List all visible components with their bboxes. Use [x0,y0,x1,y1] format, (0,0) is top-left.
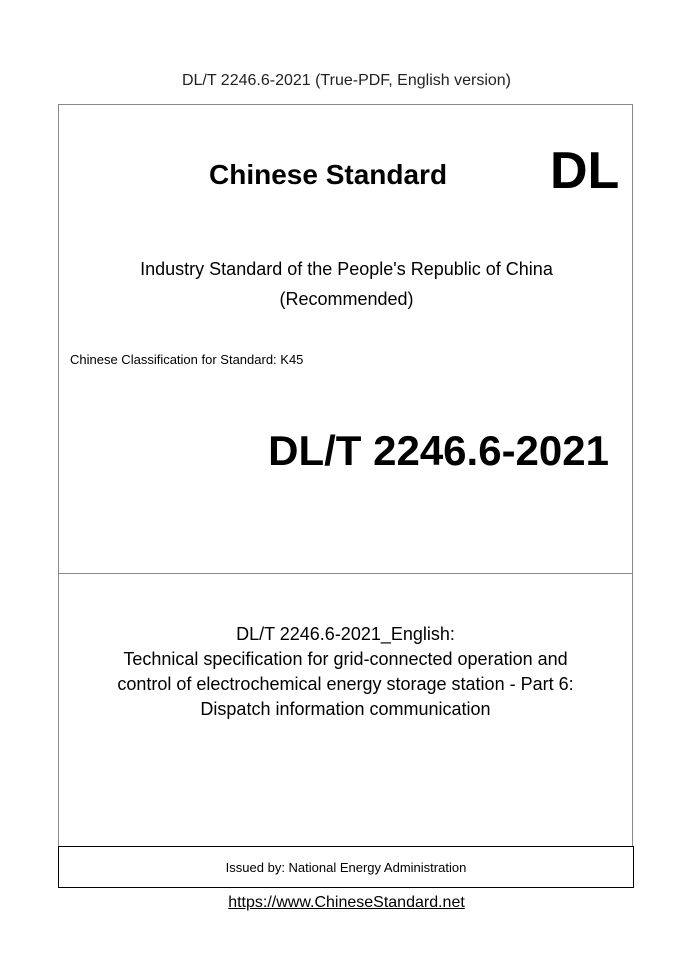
description-line: DL/T 2246.6-2021_English: [236,624,455,644]
standard-number: DL/T 2246.6-2021 [268,427,609,474]
description-line: control of electrochemical energy storage station - Part 6: [117,674,574,694]
website-link[interactable]: https://www.ChineseStandard.net [228,894,465,911]
industry-standard-line: Industry Standard of the People's Republic of China [140,259,553,279]
description-line: Dispatch information communication [200,699,491,719]
standard-mark: DL [550,142,620,200]
document-header: DL/T 2246.6-2021 (True-PDF, English version) [181,72,512,89]
classification-code: Chinese Classification for Standard: K45 [70,352,304,367]
footer [0,893,693,913]
issuer-box [58,846,634,888]
cover-title: Chinese Standard [209,159,448,190]
standard-description [58,622,633,722]
recommended-label: (Recommended) [279,289,414,309]
description-line: Technical specification for grid-connected operation and [123,649,568,669]
issuer-text: Issued by: National Energy Administration [225,859,467,875]
